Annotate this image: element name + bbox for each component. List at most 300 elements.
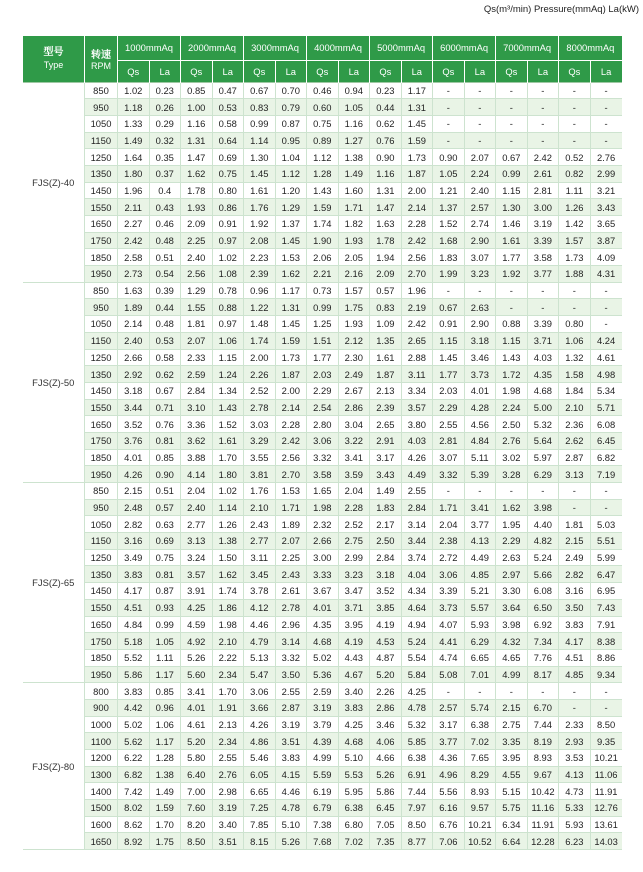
la-cell: 1.43 <box>212 399 244 416</box>
qs-cell: 5.18 <box>118 633 150 650</box>
la-cell: 6.38 <box>401 750 433 767</box>
la-cell: 5.24 <box>401 633 433 650</box>
table-row <box>23 115 622 132</box>
la-cell: - <box>590 282 622 299</box>
qs-cell: - <box>559 132 591 149</box>
qs-cell: 2.77 <box>181 516 213 533</box>
la-cell: 6.08 <box>590 416 622 433</box>
la-cell: - <box>590 316 622 333</box>
rpm-cell: 1000 <box>85 716 118 733</box>
qs-cell: 5.56 <box>433 783 465 800</box>
qs-cell: 4.55 <box>496 766 528 783</box>
qs-cell: 2.91 <box>370 432 402 449</box>
la-cell: 0.97 <box>212 316 244 333</box>
la-header: La <box>338 60 370 82</box>
qs-cell: 4.01 <box>307 599 339 616</box>
la-cell: 0.54 <box>149 266 181 283</box>
la-cell: 0.58 <box>149 349 181 366</box>
qs-cell: 4.07 <box>433 616 465 633</box>
la-cell: 2.42 <box>401 316 433 333</box>
la-cell: 0.69 <box>149 533 181 550</box>
la-cell: 0.63 <box>149 516 181 533</box>
la-cell: 8.17 <box>527 666 559 683</box>
qs-cell: 2.42 <box>118 232 150 249</box>
qs-cell: - <box>433 132 465 149</box>
qs-cell: - <box>496 282 528 299</box>
la-cell: 0.51 <box>149 249 181 266</box>
la-cell: 2.90 <box>464 232 496 249</box>
la-cell: - <box>590 699 622 716</box>
la-cell: 1.38 <box>212 533 244 550</box>
la-cell: 1.73 <box>401 149 433 166</box>
model-cell: FJS(Z)-50 <box>23 282 85 482</box>
la-cell: - <box>464 99 496 116</box>
la-cell: 1.59 <box>149 800 181 817</box>
la-cell: 2.07 <box>275 533 307 550</box>
qs-cell: 3.45 <box>244 566 276 583</box>
la-cell: - <box>527 483 559 500</box>
rpm-cell: 850 <box>85 282 118 299</box>
la-cell: 1.28 <box>149 750 181 767</box>
qs-cell: 3.18 <box>118 382 150 399</box>
la-cell: 2.42 <box>401 232 433 249</box>
qs-cell: 2.29 <box>433 399 465 416</box>
la-cell: 1.87 <box>275 366 307 383</box>
rpm-cell: 1350 <box>85 566 118 583</box>
qs-cell: 2.15 <box>118 483 150 500</box>
qs-cell: 3.62 <box>181 432 213 449</box>
qs-cell: 1.99 <box>433 266 465 283</box>
la-cell: 3.04 <box>338 416 370 433</box>
qs-cell: 2.15 <box>496 699 528 716</box>
la-cell: 6.08 <box>527 583 559 600</box>
qs-cell: 6.82 <box>118 766 150 783</box>
qs-cell: 4.26 <box>118 466 150 483</box>
rpm-cell: 950 <box>85 499 118 516</box>
la-cell: 0.39 <box>149 282 181 299</box>
rpm-cell: 1750 <box>85 633 118 650</box>
rpm-cell: 1400 <box>85 783 118 800</box>
qs-cell: 3.83 <box>118 683 150 700</box>
la-cell: 8.29 <box>464 766 496 783</box>
qs-cell: 8.15 <box>244 833 276 850</box>
qs-cell: - <box>433 115 465 132</box>
qs-cell: 2.78 <box>244 399 276 416</box>
qs-cell: 3.28 <box>496 466 528 483</box>
qs-cell: 0.91 <box>433 316 465 333</box>
qs-cell: 1.78 <box>181 182 213 199</box>
la-cell: 1.26 <box>212 516 244 533</box>
qs-cell: 1.46 <box>496 216 528 233</box>
qs-cell: 5.93 <box>559 816 591 833</box>
rpm-cell: 1200 <box>85 750 118 767</box>
qs-cell: 2.63 <box>496 549 528 566</box>
qs-cell: 4.19 <box>370 616 402 633</box>
rpm-cell: 1050 <box>85 516 118 533</box>
qs-cell: - <box>433 683 465 700</box>
qs-cell: 6.76 <box>433 816 465 833</box>
qs-cell: 5.08 <box>433 666 465 683</box>
qs-cell: - <box>496 483 528 500</box>
qs-cell: 4.79 <box>244 633 276 650</box>
la-cell: 3.47 <box>338 583 370 600</box>
la-cell: 1.75 <box>149 833 181 850</box>
table-row <box>23 733 622 750</box>
qs-cell: 0.90 <box>433 149 465 166</box>
qs-cell: - <box>433 82 465 99</box>
qs-cell: 1.51 <box>307 332 339 349</box>
qs-cell: 1.49 <box>118 132 150 149</box>
qs-cell: 1.16 <box>370 165 402 182</box>
rpm-cell: 1850 <box>85 449 118 466</box>
qs-cell: 3.00 <box>307 549 339 566</box>
table-row <box>23 165 622 182</box>
qs-cell: - <box>496 115 528 132</box>
pressure-header: 4000mmAq <box>307 36 370 60</box>
la-cell: 6.65 <box>464 649 496 666</box>
qs-cell: 1.95 <box>496 516 528 533</box>
pressure-header: 5000mmAq <box>370 36 433 60</box>
qs-cell: 4.84 <box>118 616 150 633</box>
qs-cell: 4.17 <box>559 633 591 650</box>
qs-cell: 4.73 <box>559 783 591 800</box>
qs-cell: 2.09 <box>370 266 402 283</box>
la-cell: 0.48 <box>149 316 181 333</box>
qs-cell: 1.83 <box>370 499 402 516</box>
la-cell: 1.45 <box>275 232 307 249</box>
qs-cell: 3.32 <box>433 466 465 483</box>
la-cell: 0.80 <box>212 182 244 199</box>
la-cell: 10.21 <box>464 816 496 833</box>
la-cell: 1.89 <box>275 516 307 533</box>
table-row <box>23 299 622 316</box>
qs-cell: 1.47 <box>370 199 402 216</box>
la-cell: 1.49 <box>149 783 181 800</box>
qs-cell: - <box>559 483 591 500</box>
qs-cell: 4.74 <box>433 649 465 666</box>
qs-cell: 3.98 <box>496 616 528 633</box>
la-cell: 7.97 <box>401 800 433 817</box>
la-cell: 3.80 <box>401 416 433 433</box>
la-cell: 2.55 <box>212 750 244 767</box>
la-cell: 6.38 <box>464 716 496 733</box>
la-cell: 2.14 <box>275 399 307 416</box>
la-cell: 0.88 <box>212 299 244 316</box>
qs-cell: - <box>496 99 528 116</box>
qs-cell: 5.80 <box>181 750 213 767</box>
la-cell: 0.95 <box>275 132 307 149</box>
la-cell: 6.45 <box>590 432 622 449</box>
la-cell: 5.21 <box>464 583 496 600</box>
qs-cell: 1.92 <box>496 266 528 283</box>
qs-cell: 2.86 <box>370 699 402 716</box>
la-cell: 2.43 <box>275 566 307 583</box>
la-cell: 7.19 <box>590 466 622 483</box>
la-cell: 1.38 <box>338 149 370 166</box>
qs-cell: 2.29 <box>496 533 528 550</box>
la-cell: 6.91 <box>401 766 433 783</box>
qs-cell: 0.99 <box>307 299 339 316</box>
table-body <box>23 82 622 850</box>
qs-cell: 1.63 <box>118 282 150 299</box>
la-cell: 2.55 <box>275 683 307 700</box>
qs-cell: 3.18 <box>370 566 402 583</box>
qs-cell: 3.81 <box>244 466 276 483</box>
la-cell: 7.76 <box>527 649 559 666</box>
qs-cell: 1.81 <box>559 516 591 533</box>
qs-cell: 4.99 <box>496 666 528 683</box>
la-cell: 3.57 <box>401 399 433 416</box>
la-cell: 3.21 <box>590 182 622 199</box>
qs-cell: 0.62 <box>370 115 402 132</box>
qs-cell: 3.46 <box>370 716 402 733</box>
qs-cell: 2.59 <box>181 366 213 383</box>
qs-cell: 8.50 <box>181 833 213 850</box>
qs-cell: 1.31 <box>370 182 402 199</box>
la-cell: 2.40 <box>464 182 496 199</box>
qs-cell: 3.66 <box>244 699 276 716</box>
qs-cell: 4.01 <box>118 449 150 466</box>
la-cell: 8.50 <box>590 716 622 733</box>
la-cell: 1.62 <box>212 566 244 583</box>
qs-cell: 6.19 <box>307 783 339 800</box>
la-cell: 4.13 <box>464 533 496 550</box>
la-cell: 3.19 <box>275 716 307 733</box>
rpm-cell: 1450 <box>85 182 118 199</box>
qs-cell: 2.32 <box>307 516 339 533</box>
qs-cell: 0.60 <box>307 99 339 116</box>
qs-cell: 0.46 <box>307 82 339 99</box>
qs-cell: 5.02 <box>307 649 339 666</box>
la-cell: 2.42 <box>275 432 307 449</box>
qs-cell: 5.15 <box>496 783 528 800</box>
qs-cell: 4.13 <box>559 766 591 783</box>
la-cell: 4.67 <box>338 666 370 683</box>
qs-cell: 1.94 <box>370 249 402 266</box>
la-cell: 4.25 <box>401 683 433 700</box>
la-cell: 3.23 <box>338 566 370 583</box>
qs-cell: 3.53 <box>559 750 591 767</box>
qs-cell: 2.25 <box>181 232 213 249</box>
qs-cell: 2.73 <box>118 266 150 283</box>
la-cell: 2.99 <box>338 549 370 566</box>
qs-cell: 2.04 <box>433 516 465 533</box>
qs-cell: 2.38 <box>433 533 465 550</box>
table-row <box>23 699 622 716</box>
la-header: La <box>464 60 496 82</box>
qs-cell: 2.14 <box>118 316 150 333</box>
la-cell: 3.71 <box>338 599 370 616</box>
qs-cell: 5.75 <box>496 800 528 817</box>
la-cell: 4.34 <box>401 583 433 600</box>
model-cell: FJS(Z)-65 <box>23 483 85 683</box>
qs-cell: 0.44 <box>370 99 402 116</box>
la-cell: 0.81 <box>149 432 181 449</box>
la-cell: 3.44 <box>401 533 433 550</box>
qs-cell: 5.62 <box>118 733 150 750</box>
qs-cell: 1.25 <box>307 316 339 333</box>
rpm-cell: 1950 <box>85 466 118 483</box>
la-cell: 3.14 <box>401 516 433 533</box>
qs-cell: 1.45 <box>433 349 465 366</box>
qs-cell: 3.36 <box>181 416 213 433</box>
qs-cell: 1.22 <box>244 299 276 316</box>
qs-cell: 7.25 <box>244 800 276 817</box>
qs-cell: - <box>496 683 528 700</box>
qs-cell: 1.14 <box>244 132 276 149</box>
qs-cell: 1.98 <box>496 382 528 399</box>
la-cell: 0.87 <box>149 583 181 600</box>
table-row <box>23 416 622 433</box>
qs-cell: 2.17 <box>370 516 402 533</box>
qs-cell: 2.09 <box>181 216 213 233</box>
model-cell: FJS(Z)-40 <box>23 82 85 282</box>
qs-cell: 6.16 <box>433 800 465 817</box>
la-cell: 4.68 <box>338 733 370 750</box>
rpm-cell: 1450 <box>85 583 118 600</box>
table-row <box>23 349 622 366</box>
la-cell: 5.26 <box>275 833 307 850</box>
qs-cell: 2.03 <box>307 366 339 383</box>
qs-cell: - <box>496 299 528 316</box>
qs-cell: 2.29 <box>307 382 339 399</box>
qs-cell: 8.02 <box>118 800 150 817</box>
la-cell: 2.90 <box>464 316 496 333</box>
qs-cell: 5.60 <box>181 666 213 683</box>
la-cell: 13.61 <box>590 816 622 833</box>
qs-cell: 4.36 <box>433 750 465 767</box>
qs-cell: 1.74 <box>244 332 276 349</box>
qs-cell: 3.39 <box>433 583 465 600</box>
la-cell: 6.50 <box>527 599 559 616</box>
la-cell: 4.40 <box>527 516 559 533</box>
table-row <box>23 266 622 283</box>
qs-cell: 1.32 <box>559 349 591 366</box>
la-cell: 9.67 <box>527 766 559 783</box>
qs-cell: 5.13 <box>244 649 276 666</box>
qs-cell: 2.48 <box>118 499 150 516</box>
la-cell: 0.26 <box>149 99 181 116</box>
la-cell: 5.32 <box>527 416 559 433</box>
qs-cell: 3.17 <box>370 449 402 466</box>
la-cell: 2.57 <box>464 199 496 216</box>
la-cell: 0.67 <box>149 382 181 399</box>
la-cell: 10.52 <box>464 833 496 850</box>
la-cell: 1.06 <box>149 716 181 733</box>
la-cell: 0.29 <box>149 115 181 132</box>
rpm-cell: 1250 <box>85 349 118 366</box>
la-cell: 3.23 <box>464 266 496 283</box>
table-row <box>23 533 622 550</box>
qs-cell: 1.15 <box>496 182 528 199</box>
qs-cell: 1.71 <box>433 499 465 516</box>
la-cell: 1.45 <box>275 316 307 333</box>
la-cell: 3.41 <box>338 449 370 466</box>
la-cell: 5.51 <box>590 533 622 550</box>
qs-cell: 1.30 <box>496 199 528 216</box>
la-cell: - <box>464 282 496 299</box>
rpm-cell: 1150 <box>85 332 118 349</box>
qs-cell: 7.00 <box>181 783 213 800</box>
la-cell: 5.34 <box>590 382 622 399</box>
qs-cell: 4.59 <box>181 616 213 633</box>
qs-cell: 6.40 <box>181 766 213 783</box>
qs-cell: 5.86 <box>370 783 402 800</box>
la-cell: 1.52 <box>212 416 244 433</box>
la-cell: 6.95 <box>590 583 622 600</box>
qs-cell: 3.78 <box>244 583 276 600</box>
la-cell: 1.70 <box>149 816 181 833</box>
la-cell: 5.57 <box>464 599 496 616</box>
rpm-cell: 1850 <box>85 249 118 266</box>
table-row <box>23 583 622 600</box>
qs-cell: 0.23 <box>370 82 402 99</box>
la-cell: 7.02 <box>338 833 370 850</box>
la-cell: 2.34 <box>212 666 244 683</box>
la-cell: 4.46 <box>275 783 307 800</box>
la-cell: 7.44 <box>401 783 433 800</box>
qs-cell: 8.62 <box>118 816 150 833</box>
qs-cell: 1.47 <box>181 149 213 166</box>
la-cell: 5.74 <box>464 699 496 716</box>
table-row <box>23 633 622 650</box>
qs-cell: 2.81 <box>433 432 465 449</box>
qs-cell: 5.86 <box>118 666 150 683</box>
qs-header: Qs <box>370 60 402 82</box>
la-cell: 0.85 <box>149 449 181 466</box>
qs-cell: 5.20 <box>181 733 213 750</box>
qs-cell: 1.15 <box>496 332 528 349</box>
la-cell: 9.34 <box>590 666 622 683</box>
la-cell: 3.74 <box>401 549 433 566</box>
la-cell: 2.84 <box>401 499 433 516</box>
la-cell: 1.02 <box>212 249 244 266</box>
la-cell: 8.77 <box>401 833 433 850</box>
rpm-cell: 1950 <box>85 666 118 683</box>
qs-cell: 1.89 <box>118 299 150 316</box>
qs-cell: 2.57 <box>433 699 465 716</box>
qs-cell: 2.66 <box>307 533 339 550</box>
la-cell: 3.40 <box>338 683 370 700</box>
rpm-cell: 1850 <box>85 649 118 666</box>
qs-cell: 1.77 <box>307 349 339 366</box>
la-cell: 0.53 <box>212 99 244 116</box>
qs-cell: - <box>559 99 591 116</box>
qs-cell: 6.22 <box>118 750 150 767</box>
qs-cell: 3.91 <box>181 583 213 600</box>
qs-cell: - <box>559 299 591 316</box>
model-cell: FJS(Z)-80 <box>23 683 85 850</box>
table-row <box>23 316 622 333</box>
la-cell: 2.28 <box>338 499 370 516</box>
la-cell: 3.34 <box>401 382 433 399</box>
qs-cell: 2.08 <box>244 232 276 249</box>
table-row <box>23 432 622 449</box>
qs-cell: 6.45 <box>370 800 402 817</box>
la-cell: 4.43 <box>338 649 370 666</box>
qs-cell: 1.12 <box>307 149 339 166</box>
la-cell: - <box>527 282 559 299</box>
la-cell: 0.62 <box>149 366 181 383</box>
qs-cell: 7.68 <box>307 833 339 850</box>
qs-cell: 3.02 <box>496 449 528 466</box>
rpm-cell: 1500 <box>85 800 118 817</box>
qs-cell: 5.52 <box>118 649 150 666</box>
qs-cell: 2.33 <box>559 716 591 733</box>
qs-cell: 2.40 <box>118 332 150 349</box>
la-cell: 5.64 <box>527 432 559 449</box>
la-cell: 0.69 <box>212 149 244 166</box>
